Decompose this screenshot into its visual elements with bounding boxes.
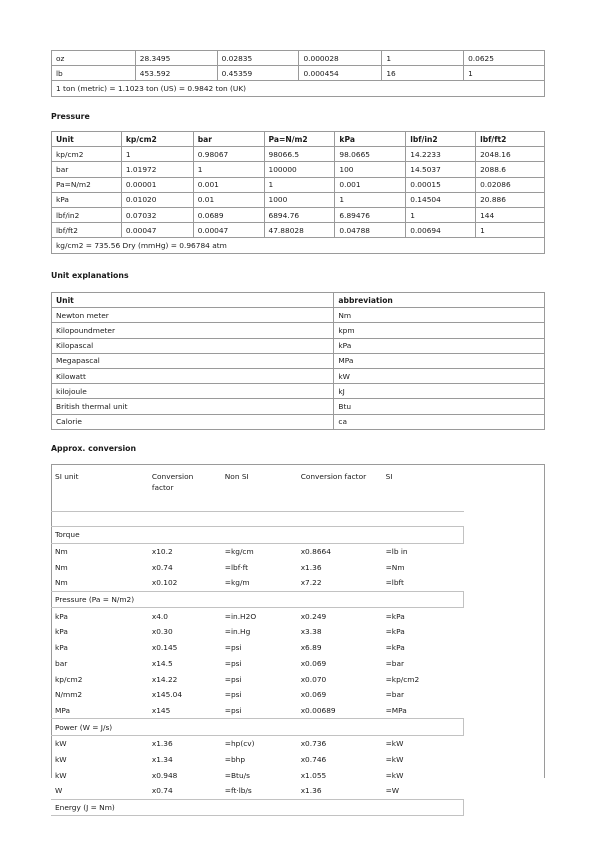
table-cell: 0.02086 <box>476 177 545 192</box>
table-cell: x0.736 <box>300 739 327 749</box>
table-row <box>51 671 464 687</box>
table-cell: Kilowatt <box>52 368 334 383</box>
table-cell: 1 <box>193 162 264 177</box>
section-title: Pressure (Pa = N/m2) <box>51 591 464 608</box>
table-cell: 2048.16 <box>476 147 545 162</box>
table-cell: =kPa <box>385 627 405 637</box>
table-cell: lbf/ft2 <box>52 223 122 238</box>
table-cell: =lb in <box>385 547 408 557</box>
table-row <box>51 656 464 672</box>
column-header: abbreviation <box>334 293 545 308</box>
table-cell: 0.000028 <box>299 51 382 66</box>
table-cell: x0.00689 <box>300 705 336 715</box>
column-header: Unit <box>52 293 334 308</box>
table-cell: =hp(cv) <box>224 739 255 749</box>
table-cell: x0.74 <box>151 786 173 796</box>
table-cell: 47.88028 <box>264 223 335 238</box>
table-row <box>51 703 464 719</box>
table-row <box>52 223 545 238</box>
section-row <box>51 799 464 816</box>
table-cell: 0.00015 <box>406 177 476 192</box>
table-cell: x10.2 <box>151 547 173 557</box>
section-row <box>51 527 464 544</box>
table-cell: 453.592 <box>135 66 217 81</box>
table-cell: kilojoule <box>52 384 334 399</box>
table-cell: =in.Hg <box>224 627 251 637</box>
table-cell: x0.145 <box>151 643 178 653</box>
column-header: kp/cm2 <box>121 132 193 147</box>
table-row <box>52 414 545 429</box>
table-cell: Pa=N/m2 <box>52 177 122 192</box>
table-row <box>51 752 464 768</box>
table-cell: x0.069 <box>300 658 327 668</box>
table-row <box>52 399 545 414</box>
table-cell: 100000 <box>264 162 335 177</box>
table-cell: W <box>55 786 63 796</box>
table-cell: 1 <box>335 192 406 207</box>
table-cell: =bar <box>385 658 405 668</box>
table-cell: bar <box>55 658 68 668</box>
table-cell: 0.98067 <box>193 147 264 162</box>
table-cell: 0.0625 <box>464 51 545 66</box>
table-cell: =psi <box>224 643 242 653</box>
table-cell: 1 <box>382 51 464 66</box>
table-cell: 1000 <box>264 192 335 207</box>
table-cell: 14.5037 <box>406 162 476 177</box>
table-cell: =ft·lb/s <box>224 786 252 796</box>
section-title: Torque <box>51 527 464 544</box>
table-cell: kp/cm2 <box>52 147 122 162</box>
table-cell: kW <box>55 770 67 780</box>
table-cell: 1 <box>264 177 335 192</box>
table-note-row <box>52 238 545 253</box>
table-cell: 0.00694 <box>406 223 476 238</box>
section-row <box>51 719 464 736</box>
table-note-row <box>52 81 545 96</box>
table-row <box>52 192 545 207</box>
table-row <box>52 147 545 162</box>
table-cell: x3.38 <box>300 627 322 637</box>
table-cell: =kPa <box>385 643 405 653</box>
table-row <box>51 624 464 640</box>
table-cell: x14.22 <box>151 674 178 684</box>
table-row <box>51 735 464 751</box>
table-cell: =psi <box>224 690 242 700</box>
table-header-row <box>52 132 545 147</box>
table-cell: 144 <box>476 207 545 222</box>
table-cell: 0.02835 <box>217 51 299 66</box>
table-cell: kpm <box>334 323 545 338</box>
table-cell: =bar <box>385 690 405 700</box>
column-header: Unit <box>52 132 122 147</box>
table-cell: lb <box>52 66 136 81</box>
table-cell: 98066.5 <box>264 147 335 162</box>
table-cell: Nm <box>55 562 68 572</box>
table-row <box>52 66 545 81</box>
table-cell: x6.89 <box>300 643 322 653</box>
table-cell: x1.055 <box>300 770 327 780</box>
table-row <box>51 640 464 656</box>
table-cell: Megapascal <box>52 353 334 368</box>
table-cell: =Nm <box>385 562 405 572</box>
table-header-row <box>52 293 545 308</box>
mass-conversion-table <box>51 50 545 97</box>
column-header: Non SI <box>224 472 249 481</box>
table-cell: 100 <box>335 162 406 177</box>
table-cell: Nm <box>55 547 68 557</box>
table-row <box>52 162 545 177</box>
table-cell: 0.04788 <box>335 223 406 238</box>
table-cell: lbf/in2 <box>52 207 122 222</box>
table-cell: x1.36 <box>151 739 173 749</box>
section-title: Energy (J = Nm) <box>51 799 464 816</box>
table-cell: x0.948 <box>151 770 178 780</box>
table-cell: 0.14504 <box>406 192 476 207</box>
table-cell: kPa <box>52 192 122 207</box>
table-cell: 2088.6 <box>476 162 545 177</box>
table-cell: x145.04 <box>151 690 183 700</box>
table-cell: Newton meter <box>52 308 334 323</box>
table-row <box>51 687 464 703</box>
column-header: lbf/in2 <box>406 132 476 147</box>
table-cell: =kg/cm <box>224 547 254 557</box>
table-cell: x4.0 <box>151 611 168 621</box>
table-cell: 20.886 <box>476 192 545 207</box>
table-row <box>52 207 545 222</box>
table-row <box>52 51 545 66</box>
approx-conversion-table <box>51 465 464 816</box>
table-note: 1 ton (metric) = 1.1023 ton (US) = 0.9842 ton (UK) <box>52 81 545 96</box>
table-cell: MPa <box>334 353 545 368</box>
table-cell: x14.5 <box>151 658 173 668</box>
table-cell: kJ <box>334 384 545 399</box>
table-cell: x7.22 <box>300 578 322 588</box>
table-cell: kW <box>55 739 67 749</box>
table-row <box>51 767 464 783</box>
approx-conversion-box <box>51 464 545 813</box>
table-cell: x0.249 <box>300 611 327 621</box>
table-cell: 0.000454 <box>299 66 382 81</box>
table-cell: 1 <box>121 147 193 162</box>
table-cell: =psi <box>224 674 242 684</box>
column-header: lbf/ft2 <box>476 132 545 147</box>
table-cell: Btu <box>334 399 545 414</box>
table-cell: 0.07032 <box>121 207 193 222</box>
column-header: Pa=N/m2 <box>264 132 335 147</box>
table-cell: kPa <box>55 643 68 653</box>
section-row <box>51 591 464 608</box>
table-cell: x1.36 <box>300 562 322 572</box>
table-cell: MPa <box>55 705 71 715</box>
table-cell: Calorie <box>52 414 334 429</box>
table-cell: 1.01972 <box>121 162 193 177</box>
table-cell: oz <box>52 51 136 66</box>
table-cell: 0.01 <box>193 192 264 207</box>
table-cell: 0.00047 <box>121 223 193 238</box>
table-row <box>51 575 464 591</box>
table-cell: ca <box>334 414 545 429</box>
table-cell: x1.36 <box>300 786 322 796</box>
table-cell: 0.45359 <box>217 66 299 81</box>
table-row <box>52 368 545 383</box>
table-cell: 16 <box>382 66 464 81</box>
table-cell: 0.00047 <box>193 223 264 238</box>
table-cell: =kW <box>385 770 404 780</box>
table-cell: =MPa <box>385 705 407 715</box>
table-cell: 1 <box>406 207 476 222</box>
table-cell: x0.8664 <box>300 547 331 557</box>
table-cell: kW <box>55 754 67 764</box>
table-row <box>52 353 545 368</box>
table-cell: =lbft <box>385 578 404 588</box>
table-cell: x0.30 <box>151 627 173 637</box>
table-cell: x0.746 <box>300 754 327 764</box>
table-cell: 0.001 <box>193 177 264 192</box>
table-cell: 0.01020 <box>121 192 193 207</box>
table-cell: =kW <box>385 754 404 764</box>
table-row <box>51 608 464 624</box>
table-cell: Nm <box>334 308 545 323</box>
table-cell: Nm <box>55 578 68 588</box>
table-cell: 1 <box>476 223 545 238</box>
table-cell: 1 <box>464 66 545 81</box>
column-header: SI <box>385 472 393 481</box>
spacer <box>51 512 464 527</box>
table-cell: 98.0665 <box>335 147 406 162</box>
table-cell: 14.2233 <box>406 147 476 162</box>
table-cell: kPa <box>55 611 68 621</box>
table-row <box>51 559 464 575</box>
table-cell: x0.069 <box>300 690 327 700</box>
table-row <box>52 323 545 338</box>
pressure-heading: Pressure <box>51 112 90 121</box>
table-cell: =kg/m <box>224 578 250 588</box>
table-cell: Kilopascal <box>52 338 334 353</box>
table-cell: bar <box>52 162 122 177</box>
table-cell: kW <box>334 368 545 383</box>
table-cell: =Btu/s <box>224 770 250 780</box>
table-cell: x145 <box>151 705 171 715</box>
table-cell: British thermal unit <box>52 399 334 414</box>
table-row <box>52 177 545 192</box>
table-cell: 0.001 <box>335 177 406 192</box>
table-cell: 6.89476 <box>335 207 406 222</box>
table-cell: 0.00001 <box>121 177 193 192</box>
table-cell: =bhp <box>224 754 246 764</box>
table-note: kg/cm2 = 735.56 Dry (mmHg) = 0.96784 atm <box>52 238 545 253</box>
table-cell: x1.34 <box>151 754 173 764</box>
table-cell: 6894.76 <box>264 207 335 222</box>
table-cell: =kW <box>385 739 404 749</box>
unit-explanations-table <box>51 292 545 430</box>
table-cell: N/mm2 <box>55 690 83 700</box>
table-cell: =psi <box>224 705 242 715</box>
table-cell: x0.070 <box>300 674 327 684</box>
column-header: kPa <box>335 132 406 147</box>
table-cell: kPa <box>55 627 68 637</box>
table-cell: =W <box>385 786 400 796</box>
table-cell: kp/cm2 <box>55 674 83 684</box>
approx-conversion-heading: Approx. conversion <box>51 444 137 453</box>
spacer-row <box>51 512 464 527</box>
table-row <box>51 543 464 559</box>
pressure-conversion-table <box>51 131 545 254</box>
table-row <box>52 338 545 353</box>
table-row <box>52 384 545 399</box>
table-cell: Kilopoundmeter <box>52 323 334 338</box>
column-header: Conversion factor <box>151 472 194 492</box>
table-row <box>52 308 545 323</box>
column-header: bar <box>193 132 264 147</box>
table-cell: =lbf·ft <box>224 562 249 572</box>
table-cell: x0.102 <box>151 578 178 588</box>
table-header-row <box>51 465 464 512</box>
table-cell: =in.H2O <box>224 611 257 621</box>
section-title: Power (W = J/s) <box>51 719 464 736</box>
table-cell: 0.0689 <box>193 207 264 222</box>
table-cell: x0.74 <box>151 562 173 572</box>
table-cell: =kPa <box>385 611 405 621</box>
table-cell: =psi <box>224 658 242 668</box>
table-row <box>51 783 464 799</box>
table-cell: =kp/cm2 <box>385 674 420 684</box>
table-cell: kPa <box>334 338 545 353</box>
unit-explanations-heading: Unit explanations <box>51 271 129 280</box>
column-header: Conversion factor <box>300 472 367 481</box>
column-header: SI unit <box>55 472 79 481</box>
table-cell: 28.3495 <box>135 51 217 66</box>
